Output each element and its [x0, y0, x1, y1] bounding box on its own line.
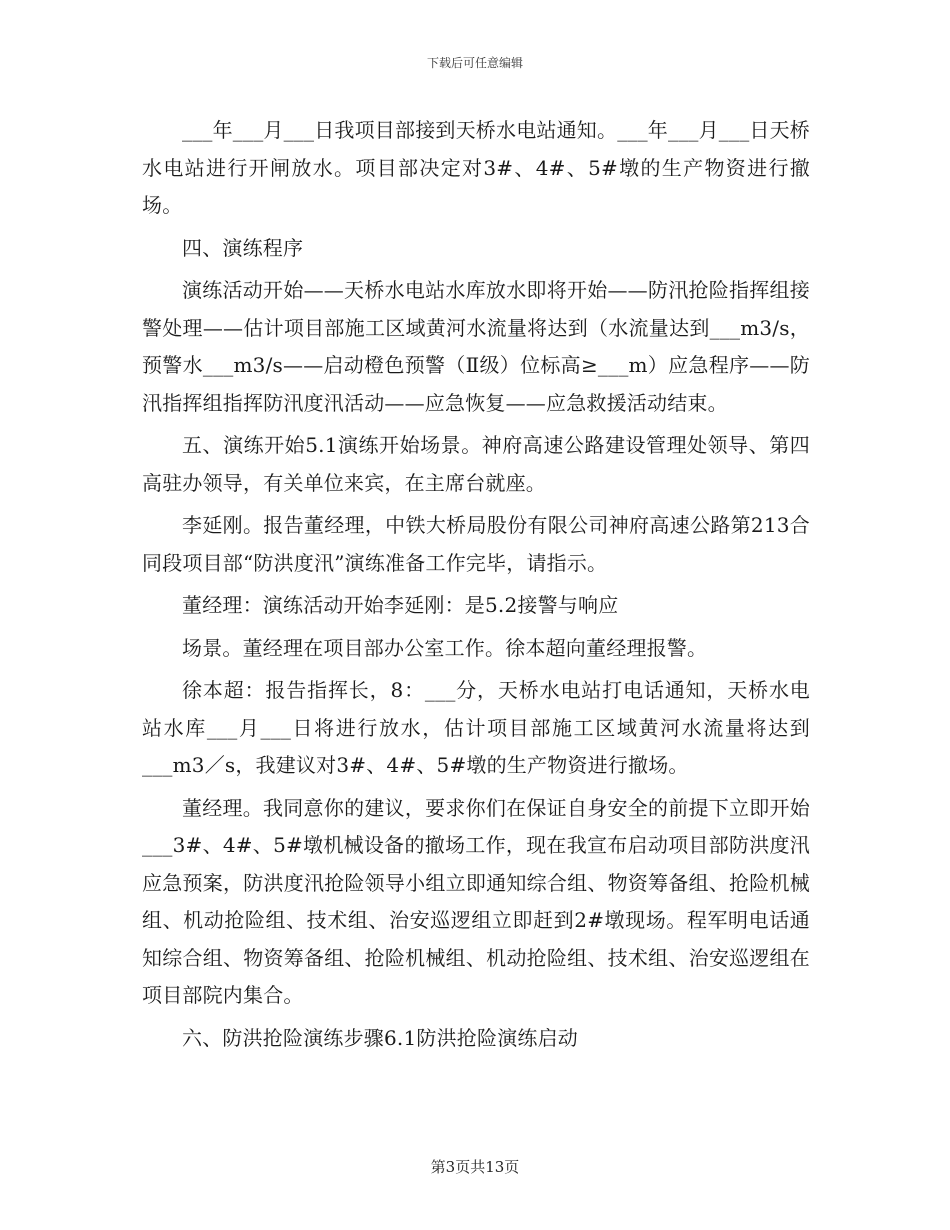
paragraph-scene: 场景。董经理在项目部办公室工作。徐本超向董经理报警。: [182, 635, 708, 660]
section-heading-drill-start: 五、演练开始5.1演练开始场景。神府高速公路建设管理处领导、第四高驻办领导，有关单位来宾，在主席台就座。: [142, 433, 810, 495]
paragraph-start-order: 董经理：演练活动开始李延刚：是5.2接警与响应: [182, 593, 619, 617]
paragraph-report-ready: 李延刚。报告董经理，中铁大桥局股份有限公司神府高速公路第213合同段项目部“防洪度汛”演练准备工作完毕，请指示。: [142, 513, 810, 575]
paragraph-notice: ___年___月___日我项目部接到天桥水电站通知。___年___月___日天桥水电站进行开闸放水。项目部决定对3#、4#、5#墩的生产物资进行撤场。: [142, 118, 810, 217]
page-header-note: 下载后可任意编辑: [426, 56, 523, 70]
paragraph-alarm-report: 徐本超：报告指挥长，8：___分，天桥水电站打电话通知，天桥水电站水库___月___日将进行放水，估计项目部施工区域黄河水流量将达到___m3／s，我建议对3#、4#、5#墩的生产物资进行撤场。: [142, 678, 810, 777]
paragraph-manager-response: 董经理。我同意你的建议，要求你们在保证自身安全的前提下立即开始___3#、4#、5#墩机械设备的撤场工作，现在我宣布启动项目部防洪度汛应急预案，防洪度汛抢险领导小组立即通知综合组、物资筹备组、抢险机械组、机动抢险组、技术组、治安巡逻组立即赶到2#墩现场。程军明电话通知综合组、物资筹备组、抢险机械组、机动抢险组、技术组、治安巡逻组在项目部院内集合。: [142, 795, 810, 1007]
document-body: [142, 112, 810, 1062]
paragraph-drill-procedure: 演练活动开始——天桥水电站水库放水即将开始——防汛抢险指挥组接警处理——估计项目部施工区域黄河水流量将达到（水流量达到___m3/s，预警水___m3/s——启动橙色预警（Ⅱ级）位标高≥___m）应急程序——防汛指挥组指挥防汛度汛活动——应急恢复——应急救援活动结束。: [142, 278, 810, 415]
section-heading-drill-procedure: 四、演练程序: [182, 235, 304, 260]
page-number: 第3页共13页: [430, 1158, 520, 1176]
section-heading-drill-steps: 六、防洪抢险演练步骤6.1防洪抢险演练启动: [182, 1025, 579, 1050]
